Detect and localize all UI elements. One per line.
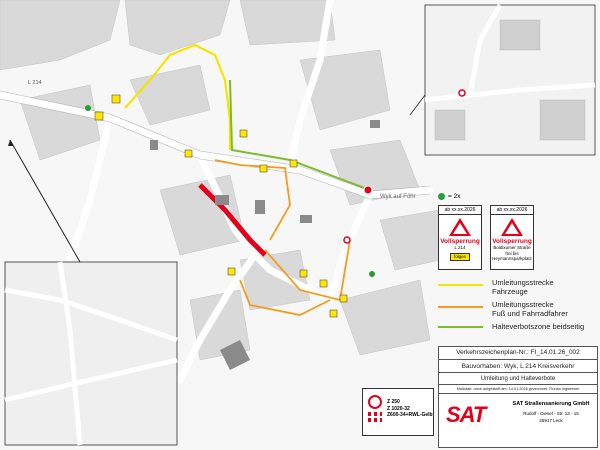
legend-swatch-pedestrian (438, 306, 483, 308)
legend-label-no-parking: Halteverbotszone beidseitig (492, 322, 585, 331)
company-logo: SAT (446, 402, 486, 427)
plan-subject: Umleitung und Halteverbote (438, 372, 598, 384)
town-label: Wyk auf Föhr (380, 194, 416, 200)
warning-triangle-icon (501, 218, 523, 236)
warning-triangle-icon (449, 218, 471, 236)
sign-code-1: Z 250 (387, 399, 400, 405)
legend-swatch-vehicle (438, 284, 483, 286)
sign-count-note: = 2x (438, 193, 460, 200)
barrier-sign-icon (368, 395, 382, 427)
legend-label-vehicle: Umleitungsstrecke Fahrzeuge (492, 278, 554, 296)
green-dot-icon (438, 193, 445, 200)
road-label: L 214 (28, 80, 42, 86)
plan-meta: Maßstab: ohne aufgestellt am: 14.01.2026 gezeichnet: Florian Ingwersen (438, 384, 598, 393)
project-title: Bauvorhaben: Wyk, L 214 Kreisverkehr (438, 359, 598, 372)
plan-number: Verkehrszeichenplan-Nr.: FI_14.01.26_002 (456, 349, 580, 356)
legend-label-pedestrian: Umleitungsstrecke Fuß und Fahrradfahrer (492, 300, 568, 318)
legend-swatch-no-parking (438, 326, 483, 328)
sign-code-3: Z600-34+RWL-Gelb (387, 412, 433, 418)
closure-sign-card-1: ab xx.xx.2026 Vollsperrung L 214 folgen (438, 205, 482, 270)
company-address-2: 25917 Leck (539, 418, 563, 423)
company-address-1: Rudolf - Diesel - Str. 13 - 15 (523, 411, 579, 416)
sign-code-2: Z 1020-32 (387, 405, 410, 412)
company-name: SAT Straßensanierung GmbH (512, 401, 590, 407)
inset-map-frame (5, 262, 177, 445)
closure-sign-card-2: ab xx.xx.2026 Vollsperrung Boldixumer Straße frei bis Heymannsparkplatz (490, 205, 534, 270)
sign-legend-box (362, 388, 434, 436)
